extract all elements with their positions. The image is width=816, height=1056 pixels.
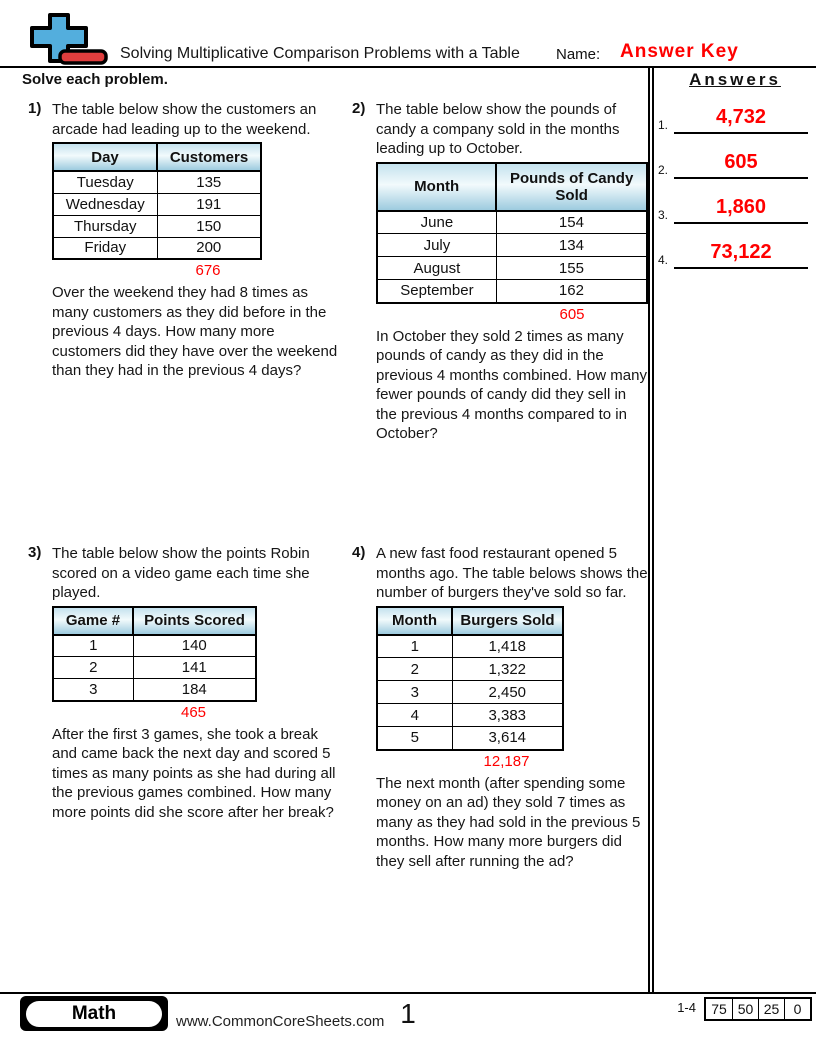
table-cell: 162 xyxy=(496,280,647,303)
column-sum-annotation: 12,187 xyxy=(483,752,530,770)
table-cell: 2,450 xyxy=(452,681,563,704)
answer-key-text: Answer Key xyxy=(620,41,739,62)
table-row xyxy=(377,681,563,704)
table-cell: 134 xyxy=(496,234,647,257)
table-cell: 3,383 xyxy=(452,704,563,727)
table-cell: 141 xyxy=(133,657,256,679)
problem-intro: The table below show the points Robin scored on a video game each time she played. xyxy=(52,545,310,601)
table-header-cell: Month xyxy=(377,163,496,211)
score-table xyxy=(704,997,812,1021)
problem-number: 3) xyxy=(28,544,42,561)
table-cell: 1 xyxy=(53,635,133,657)
problem-question: Over the weekend they had 8 times as many customers as they did before in the previous 4 days. How many more customers did they have over the weekend than they had in the previous 4 days? xyxy=(52,284,338,379)
table-cell: 3,614 xyxy=(452,727,563,750)
answer-row-2 xyxy=(658,151,808,179)
answer-blank xyxy=(674,151,808,179)
table-row xyxy=(53,237,261,259)
table-header-cell: Burgers Sold xyxy=(452,607,563,635)
problem-question: In October they sold 2 times as many pounds of candy as they did in the previous 4 months combined. How many fewer pounds of candy did they sell in the previous 4 months compared to in October? xyxy=(376,327,647,442)
table-cell: 154 xyxy=(496,211,647,234)
problem-number: 4) xyxy=(352,544,366,561)
problem-intro: The table below show the customers an arcade had leading up to the weekend. xyxy=(52,101,317,138)
table-cell: 5 xyxy=(377,727,452,750)
table-cell: 4 xyxy=(377,704,452,727)
problem-3 xyxy=(28,544,346,822)
table-header-cell: Game # xyxy=(53,607,133,635)
answer-row-3 xyxy=(658,196,808,224)
table-row xyxy=(377,635,563,658)
table-cell: 3 xyxy=(53,679,133,701)
name-label: Name: xyxy=(556,46,601,63)
plus-minus-logo-icon xyxy=(26,12,114,66)
data-table xyxy=(52,606,257,702)
table-header-cell: Customers xyxy=(157,143,261,171)
problem-question: After the first 3 games, she took a break and came back the next day and scored 5 times as many points as she had during all the previous games combined. How many more points did she score after her break? xyxy=(52,725,336,821)
problem-1 xyxy=(28,100,346,381)
table-cell: 2 xyxy=(377,658,452,681)
answer-blank xyxy=(674,106,808,134)
table-cell: 200 xyxy=(157,237,261,259)
column-sum-annotation: 676 xyxy=(195,262,221,279)
table-row xyxy=(377,727,563,750)
table-cell: 1 xyxy=(377,635,452,658)
table-header-cell: Pounds of Candy Sold xyxy=(496,163,647,211)
column-sum-annotation: 605 xyxy=(559,305,585,323)
score-cell: 0 xyxy=(784,999,810,1019)
answer-value: 605 xyxy=(724,151,758,173)
data-table xyxy=(376,606,564,751)
problem-intro: The table below show the pounds of candy a company sold in the months leading up to October. xyxy=(376,101,620,157)
answer-number: 1. xyxy=(658,118,669,132)
problem-number: 1) xyxy=(28,100,42,117)
table-header-cell: Month xyxy=(377,607,452,635)
problem-intro: A new fast food restaurant opened 5 months ago. The table belows shows the number of burgers they've sold so far. xyxy=(376,545,648,601)
answer-value: 73,122 xyxy=(710,241,772,263)
answers-column-divider xyxy=(648,68,654,993)
data-table xyxy=(376,162,648,304)
table-row xyxy=(53,679,256,701)
table-cell: August xyxy=(377,257,496,280)
answer-blank xyxy=(674,241,808,269)
score-cell: 75 xyxy=(711,1001,727,1017)
table-row xyxy=(377,704,563,727)
table-cell: 1,418 xyxy=(452,635,563,658)
problem-question: The next month (after spending some money on an ad) they sold 7 times as many as they had sold in the previous 5 months. How many more burgers did they sell after running the ad? xyxy=(376,774,641,870)
table-cell: Tuesday xyxy=(53,171,157,193)
page-title: Solving Multiplicative Comparison Problems with a Table xyxy=(120,45,520,62)
answer-row-1 xyxy=(658,106,808,134)
answer-value: 4,732 xyxy=(715,106,767,128)
table-cell: Friday xyxy=(53,237,157,259)
table-cell: 135 xyxy=(157,171,261,193)
instruction-text: Solve each problem. xyxy=(22,71,168,88)
table-row xyxy=(377,211,647,234)
table-cell: Wednesday xyxy=(53,193,157,215)
page-number: 1 xyxy=(400,998,416,1029)
table-cell: 184 xyxy=(133,679,256,701)
footer-divider xyxy=(0,992,816,994)
table-cell: September xyxy=(377,280,496,303)
table-row xyxy=(53,171,261,193)
table-row xyxy=(53,193,261,215)
answer-row-4 xyxy=(658,241,808,269)
table-cell: 191 xyxy=(157,193,261,215)
table-cell: July xyxy=(377,234,496,257)
table-row xyxy=(53,215,261,237)
table-cell: Thursday xyxy=(53,215,157,237)
subject-badge xyxy=(20,996,168,1031)
problem-number: 2) xyxy=(352,100,366,117)
table-row xyxy=(53,635,256,657)
score-cell: 50 xyxy=(732,999,758,1019)
website-url: www.CommonCoreSheets.com xyxy=(176,1013,385,1030)
table-row xyxy=(377,658,563,681)
column-sum-annotation: 465 xyxy=(180,703,207,721)
answer-number: 2. xyxy=(658,163,669,177)
table-row xyxy=(377,280,647,303)
table-cell: 155 xyxy=(496,257,647,280)
table-cell: 1,322 xyxy=(452,658,563,681)
answers-heading: Answers xyxy=(689,70,781,89)
answer-number: 3. xyxy=(658,208,669,222)
table-header-cell: Day xyxy=(53,143,157,171)
data-table xyxy=(52,142,262,260)
table-header-cell: Points Scored xyxy=(133,607,256,635)
table-row xyxy=(53,657,256,679)
table-cell: 2 xyxy=(53,657,133,679)
subject-label: Math xyxy=(26,1001,162,1027)
table-cell: 150 xyxy=(157,215,261,237)
commoncoresheets-logo xyxy=(26,12,114,71)
answer-value: 1,860 xyxy=(715,196,767,218)
table-cell: June xyxy=(377,211,496,234)
answer-number: 4. xyxy=(658,253,669,267)
problem-4 xyxy=(352,544,648,871)
score-range-label: 1-4 xyxy=(677,1000,696,1015)
score-cell: 25 xyxy=(758,999,784,1019)
table-cell: 140 xyxy=(133,635,256,657)
header-divider xyxy=(0,66,816,68)
answer-blank xyxy=(674,196,808,224)
table-cell: 3 xyxy=(377,681,452,704)
table-row xyxy=(377,234,647,257)
problem-2 xyxy=(352,100,648,444)
table-row xyxy=(377,257,647,280)
